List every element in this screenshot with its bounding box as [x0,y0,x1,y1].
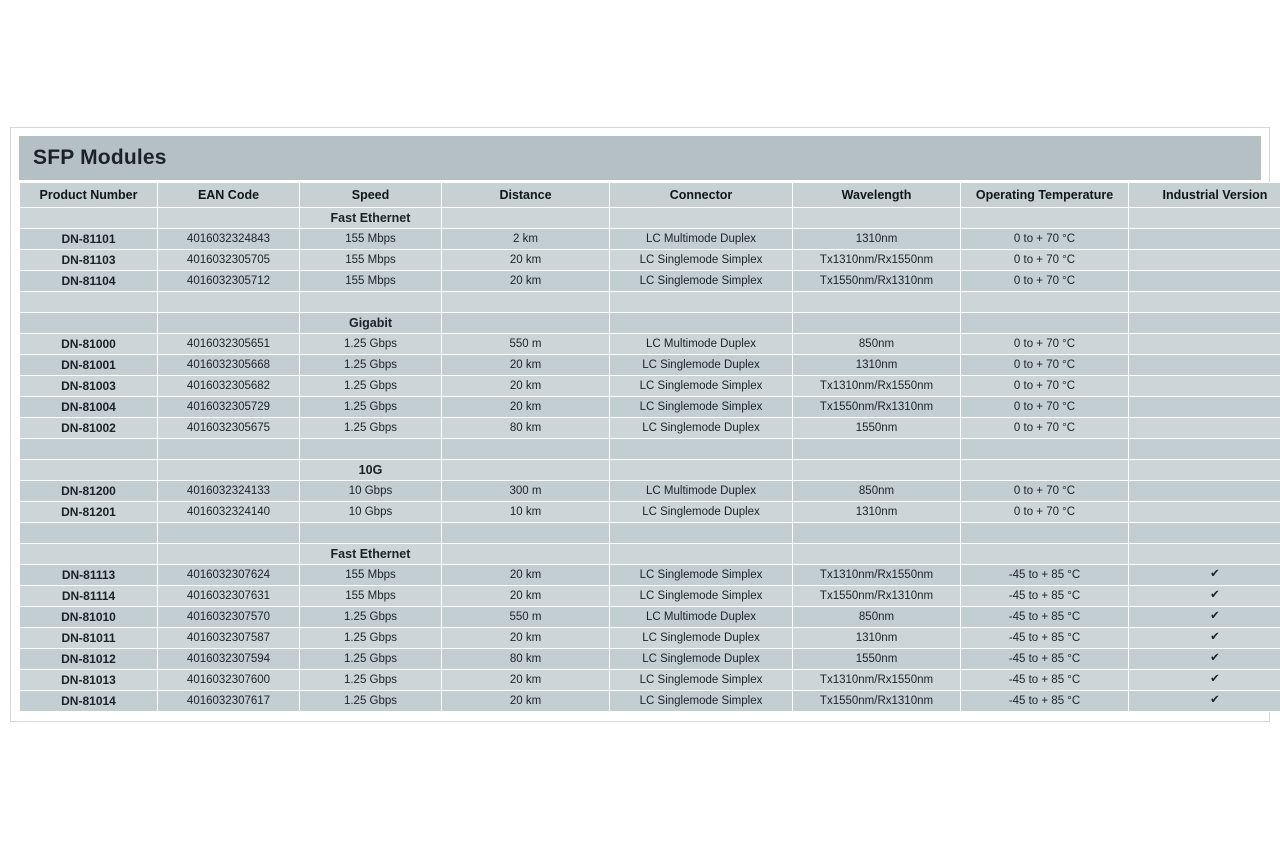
column-header: EAN Code [158,183,300,208]
table-cell-empty [1129,439,1280,460]
table-cell: 4016032307631 [158,586,300,607]
table-cell: 4016032305705 [158,250,300,271]
table-section-row [20,313,1280,334]
table-cell: 4016032324140 [158,502,300,523]
table-cell-empty [961,523,1129,544]
table-cell-empty [1129,334,1280,355]
table-cell: 1310nm [793,229,961,250]
table-cell: 550 m [442,334,610,355]
table-spacer-row [20,523,1280,544]
product-number-cell: DN-81104 [20,271,158,292]
table-cell: 80 km [442,418,610,439]
table-cell-empty [442,523,610,544]
table-cell: LC Singlemode Duplex [610,649,793,670]
table-cell: 4016032305651 [158,334,300,355]
table-cell: Tx1310nm/Rx1550nm [793,250,961,271]
table-cell: 155 Mbps [300,565,442,586]
table-row [20,628,1280,649]
table-cell: 4016032307617 [158,691,300,712]
column-header: Operating Temperature [961,183,1129,208]
table-row [20,502,1280,523]
table-row [20,229,1280,250]
table-cell: LC Singlemode Simplex [610,250,793,271]
table-cell: LC Singlemode Duplex [610,628,793,649]
table-cell-empty [1129,313,1280,334]
table-header [20,183,1280,208]
table-cell: 1.25 Gbps [300,691,442,712]
table-cell: 155 Mbps [300,271,442,292]
product-number-cell: DN-81000 [20,334,158,355]
product-number-cell: DN-81010 [20,607,158,628]
table-cell: 0 to + 70 °C [961,250,1129,271]
product-number-cell: DN-81014 [20,691,158,712]
table-body [20,208,1280,712]
column-header: Product Number [20,183,158,208]
table-cell-empty [961,313,1129,334]
table-cell-empty [961,292,1129,313]
table-cell: 20 km [442,586,610,607]
table-spacer-row [20,439,1280,460]
table-cell: 20 km [442,565,610,586]
table-cell-empty [1129,208,1280,229]
product-number-cell: DN-81002 [20,418,158,439]
table-cell: -45 to + 85 °C [961,649,1129,670]
table-cell: LC Singlemode Simplex [610,586,793,607]
table-cell-empty [158,292,300,313]
table-cell: LC Singlemode Simplex [610,565,793,586]
column-header: Speed [300,183,442,208]
table-cell: 1550nm [793,418,961,439]
table-cell-empty [961,460,1129,481]
table-cell: 80 km [442,649,610,670]
table-cell: 4016032305668 [158,355,300,376]
table-cell-empty [20,460,158,481]
table-cell-empty [442,292,610,313]
table-cell: 4016032305675 [158,418,300,439]
table-cell: LC Singlemode Simplex [610,376,793,397]
table-cell: 20 km [442,355,610,376]
table-row [20,649,1280,670]
table-cell: 4016032305712 [158,271,300,292]
table-cell: LC Multimode Duplex [610,607,793,628]
table-cell-empty [20,523,158,544]
table-cell: 4016032307600 [158,670,300,691]
table-cell: 1.25 Gbps [300,418,442,439]
table-cell-empty [158,544,300,565]
table-cell: 20 km [442,376,610,397]
section-label: Gigabit [300,313,442,334]
table-cell: 4016032305682 [158,376,300,397]
table-cell: 155 Mbps [300,229,442,250]
table-cell-empty [610,544,793,565]
table-cell-empty [1129,418,1280,439]
table-cell-empty [610,460,793,481]
table-cell-empty [1129,502,1280,523]
table-cell-empty [1129,376,1280,397]
table-cell-empty [158,208,300,229]
table-cell-empty [610,439,793,460]
table-cell: 1.25 Gbps [300,670,442,691]
industrial-version-check-icon: ✔ [1129,691,1280,712]
table-section-row [20,544,1280,565]
table-cell: 1.25 Gbps [300,376,442,397]
table-row [20,565,1280,586]
table-cell: 4016032307594 [158,649,300,670]
table-cell-empty [961,208,1129,229]
table-cell: Tx1310nm/Rx1550nm [793,670,961,691]
table-row [20,481,1280,502]
table-header-row [20,183,1280,208]
table-cell-empty [610,208,793,229]
table-cell-empty [20,439,158,460]
table-cell: Tx1310nm/Rx1550nm [793,565,961,586]
table-cell: 10 Gbps [300,502,442,523]
table-cell-empty [442,313,610,334]
table-cell-empty [1129,397,1280,418]
table-cell: 850nm [793,334,961,355]
table-cell-empty [20,208,158,229]
table-cell: 0 to + 70 °C [961,502,1129,523]
table-cell-empty [442,208,610,229]
table-cell-empty [442,460,610,481]
table-row [20,271,1280,292]
table-cell: -45 to + 85 °C [961,691,1129,712]
table-row [20,607,1280,628]
table-cell: LC Singlemode Simplex [610,397,793,418]
table-cell: 1310nm [793,502,961,523]
table-cell: 0 to + 70 °C [961,271,1129,292]
table-cell: 4016032324133 [158,481,300,502]
table-cell: 20 km [442,670,610,691]
table-cell: Tx1550nm/Rx1310nm [793,397,961,418]
table-cell-empty [1129,355,1280,376]
table-cell-empty [961,544,1129,565]
table-cell: LC Singlemode Simplex [610,271,793,292]
table-cell: LC Singlemode Simplex [610,670,793,691]
column-header: Industrial Version [1129,183,1280,208]
panel-title-bar [19,136,1261,180]
product-number-cell: DN-81101 [20,229,158,250]
table-cell: LC Multimode Duplex [610,334,793,355]
table-cell: 0 to + 70 °C [961,418,1129,439]
table-row [20,418,1280,439]
table-cell-empty [1129,481,1280,502]
table-cell: 4016032307624 [158,565,300,586]
table-cell-empty [1129,523,1280,544]
product-number-cell: DN-81113 [20,565,158,586]
table-cell-empty [1129,460,1280,481]
table-cell: 1.25 Gbps [300,649,442,670]
column-header: Connector [610,183,793,208]
table-cell: Tx1550nm/Rx1310nm [793,691,961,712]
section-label: Fast Ethernet [300,208,442,229]
table-cell-empty [1129,250,1280,271]
page-title: SFP Modules [33,146,167,169]
table-cell-empty [158,313,300,334]
table-row [20,355,1280,376]
table-cell: 2 km [442,229,610,250]
table-cell: 1310nm [793,628,961,649]
table-cell-empty [300,439,442,460]
table-cell: 300 m [442,481,610,502]
table-section-row [20,460,1280,481]
industrial-version-check-icon: ✔ [1129,670,1280,691]
table-row [20,397,1280,418]
table-cell: 1.25 Gbps [300,628,442,649]
table-cell: 550 m [442,607,610,628]
industrial-version-check-icon: ✔ [1129,565,1280,586]
table-cell-empty [1129,544,1280,565]
table-cell-empty [1129,271,1280,292]
table-cell-empty [793,544,961,565]
product-number-cell: DN-81011 [20,628,158,649]
product-number-cell: DN-81004 [20,397,158,418]
table-cell-empty [20,292,158,313]
table-row [20,334,1280,355]
table-cell: 850nm [793,481,961,502]
section-label: 10G [300,460,442,481]
table-cell-empty [158,460,300,481]
column-header: Distance [442,183,610,208]
product-number-cell: DN-81201 [20,502,158,523]
table-cell: LC Singlemode Simplex [610,691,793,712]
table-cell: 850nm [793,607,961,628]
product-number-cell: DN-81001 [20,355,158,376]
table-cell-empty [1129,229,1280,250]
table-cell-empty [442,544,610,565]
table-cell: 20 km [442,271,610,292]
column-header: Wavelength [793,183,961,208]
table-cell: LC Singlemode Duplex [610,355,793,376]
table-cell: 1.25 Gbps [300,607,442,628]
product-number-cell: DN-81114 [20,586,158,607]
table-cell-empty [610,292,793,313]
table-cell-empty [300,523,442,544]
table-cell: LC Multimode Duplex [610,481,793,502]
table-cell: 4016032307570 [158,607,300,628]
product-number-cell: DN-81103 [20,250,158,271]
table-cell-empty [610,523,793,544]
table-cell: -45 to + 85 °C [961,628,1129,649]
table-cell-empty [442,439,610,460]
table-cell-empty [793,523,961,544]
industrial-version-check-icon: ✔ [1129,649,1280,670]
table-cell: -45 to + 85 °C [961,586,1129,607]
table-cell: 0 to + 70 °C [961,376,1129,397]
table-cell: Tx1550nm/Rx1310nm [793,271,961,292]
product-number-cell: DN-81012 [20,649,158,670]
table-row [20,250,1280,271]
table-cell: 0 to + 70 °C [961,397,1129,418]
table-spacer-row [20,292,1280,313]
table-cell: 10 km [442,502,610,523]
table-cell-empty [793,313,961,334]
table-cell-empty [793,292,961,313]
product-number-cell: DN-81200 [20,481,158,502]
table-cell-empty [610,313,793,334]
table-cell: 10 Gbps [300,481,442,502]
table-cell-empty [793,439,961,460]
table-cell-empty [300,292,442,313]
table-cell: 0 to + 70 °C [961,229,1129,250]
table-cell: 155 Mbps [300,586,442,607]
table-cell-empty [158,439,300,460]
table-cell: 1.25 Gbps [300,355,442,376]
table-row [20,691,1280,712]
table-cell: -45 to + 85 °C [961,565,1129,586]
table-cell: 1.25 Gbps [300,334,442,355]
industrial-version-check-icon: ✔ [1129,607,1280,628]
table-row [20,670,1280,691]
table-cell: 0 to + 70 °C [961,334,1129,355]
table-cell-empty [158,523,300,544]
table-cell-empty [793,460,961,481]
table-cell: LC Multimode Duplex [610,229,793,250]
table-cell-empty [1129,292,1280,313]
table-cell: 20 km [442,397,610,418]
table-cell: 20 km [442,691,610,712]
table-cell-empty [961,439,1129,460]
table-cell: -45 to + 85 °C [961,670,1129,691]
table-cell: 1.25 Gbps [300,397,442,418]
sfp-modules-panel [10,127,1270,722]
sfp-modules-table [19,182,1280,712]
table-cell: 1310nm [793,355,961,376]
table-cell-empty [20,544,158,565]
table-cell: 4016032324843 [158,229,300,250]
table-cell: Tx1310nm/Rx1550nm [793,376,961,397]
table-cell: 155 Mbps [300,250,442,271]
table-cell-empty [20,313,158,334]
table-cell: 20 km [442,628,610,649]
table-cell: Tx1550nm/Rx1310nm [793,586,961,607]
product-number-cell: DN-81013 [20,670,158,691]
section-label: Fast Ethernet [300,544,442,565]
table-cell: LC Singlemode Duplex [610,502,793,523]
industrial-version-check-icon: ✔ [1129,586,1280,607]
table-cell: -45 to + 85 °C [961,607,1129,628]
table-cell-empty [793,208,961,229]
table-cell: LC Singlemode Duplex [610,418,793,439]
product-number-cell: DN-81003 [20,376,158,397]
table-cell: 4016032305729 [158,397,300,418]
table-cell: 0 to + 70 °C [961,481,1129,502]
table-row [20,586,1280,607]
table-cell: 1550nm [793,649,961,670]
table-row [20,376,1280,397]
table-cell: 20 km [442,250,610,271]
industrial-version-check-icon: ✔ [1129,628,1280,649]
table-cell: 4016032307587 [158,628,300,649]
table-section-row [20,208,1280,229]
table-cell: 0 to + 70 °C [961,355,1129,376]
